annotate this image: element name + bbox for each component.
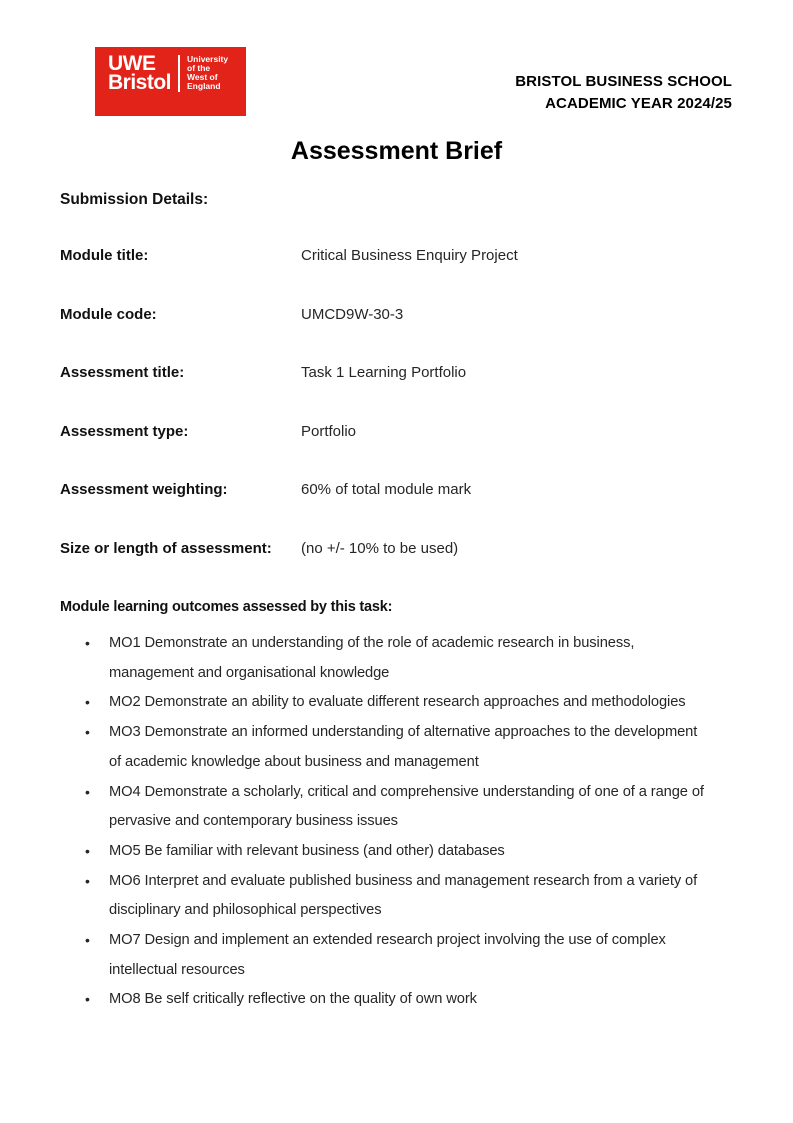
bullet-icon: • [85, 724, 90, 741]
detail-label: Size or length of assessment: [60, 539, 272, 557]
bullet-icon: • [85, 635, 90, 651]
logo-subtext [187, 54, 228, 91]
logo-divider [178, 55, 180, 92]
table-row [60, 482, 733, 498]
detail-label: Module title: [60, 247, 149, 264]
learning-outcomes-heading: Module learning outcomes assessed by this task: [60, 599, 393, 615]
logo-wordmark-line2: Bristol [108, 71, 172, 94]
outcome-text: MO4 Demonstrate a scholarly, critical and comprehensive understanding of one of a range of pervasive and contemporary business issues [109, 783, 704, 830]
outcome-text: MO7 Design and implement an extended research project involving the use of complex intellectual resources [109, 932, 666, 978]
detail-value: (no +/- 10% to be used) [301, 539, 459, 557]
detail-value: 60% of total module mark [301, 481, 472, 498]
table-row [60, 424, 733, 440]
table-row [60, 248, 733, 264]
outcome-text: MO2 Demonstrate an ability to evaluate different research approaches and methodologies [109, 694, 686, 711]
detail-label: Assessment title: [60, 364, 185, 381]
detail-value: Critical Business Enquiry Project [301, 247, 518, 264]
logo-subtext-line2: of the [187, 63, 211, 73]
outcome-text: MO5 Be familiar with relevant business (and other) databases [109, 842, 505, 859]
academic-year: ACADEMIC YEAR 2024/25 [545, 95, 732, 112]
detail-value: Portfolio [301, 422, 357, 440]
bullet-icon: • [85, 783, 90, 800]
bullet-icon: • [85, 991, 90, 1008]
table-row [60, 541, 733, 557]
detail-label: Assessment type: [60, 422, 189, 440]
list-item [60, 985, 708, 1015]
outcome-text: MO6 Interpret and evaluate published business and management research from a variety of disciplinary and philosophical perspectives [109, 872, 698, 919]
list-item [60, 688, 708, 718]
school-name: BRISTOL BUSINESS SCHOOL [515, 73, 732, 90]
table-row [60, 365, 733, 381]
detail-value: UMCD9W-30-3 [301, 305, 404, 323]
list-item [60, 629, 708, 688]
logo-subtext-line1: University [187, 54, 229, 64]
detail-label: Assessment weighting: [60, 481, 228, 498]
page-title: Assessment Brief [290, 137, 503, 165]
list-item [60, 867, 708, 926]
detail-value: Task 1 Learning Portfolio [301, 364, 467, 381]
outcome-text: MO8 Be self critically reflective on the quality of own work [109, 991, 477, 1008]
list-item [60, 778, 708, 837]
uwe-bristol-logo-content [95, 47, 246, 92]
bullet-icon: • [85, 872, 90, 889]
outcome-text: MO3 Demonstrate an informed understanding of alternative approaches to the development of academic knowledge about business and management [109, 724, 698, 770]
list-item [60, 926, 708, 985]
bullet-icon: • [85, 694, 90, 711]
learning-outcomes-list [60, 629, 708, 1015]
table-row [60, 307, 733, 323]
document-content [60, 191, 733, 1015]
submission-details-heading: Submission Details: [60, 191, 209, 208]
logo-wordmark [108, 54, 171, 92]
logo-wordmark-line1: UWE [108, 52, 156, 75]
submission-details-table [60, 248, 733, 557]
outcome-text: MO1 Demonstrate an understanding of the role of academic research in business, management and organisational knowledge [109, 635, 635, 681]
uwe-bristol-logo [95, 47, 246, 116]
list-item [60, 718, 708, 777]
school-header [515, 71, 732, 115]
logo-subtext-line4: England [187, 81, 221, 91]
logo-subtext-line3: West of [187, 72, 218, 82]
bullet-icon: • [85, 932, 90, 949]
list-item [60, 837, 708, 867]
detail-label: Module code: [60, 305, 157, 323]
bullet-icon: • [85, 842, 90, 859]
